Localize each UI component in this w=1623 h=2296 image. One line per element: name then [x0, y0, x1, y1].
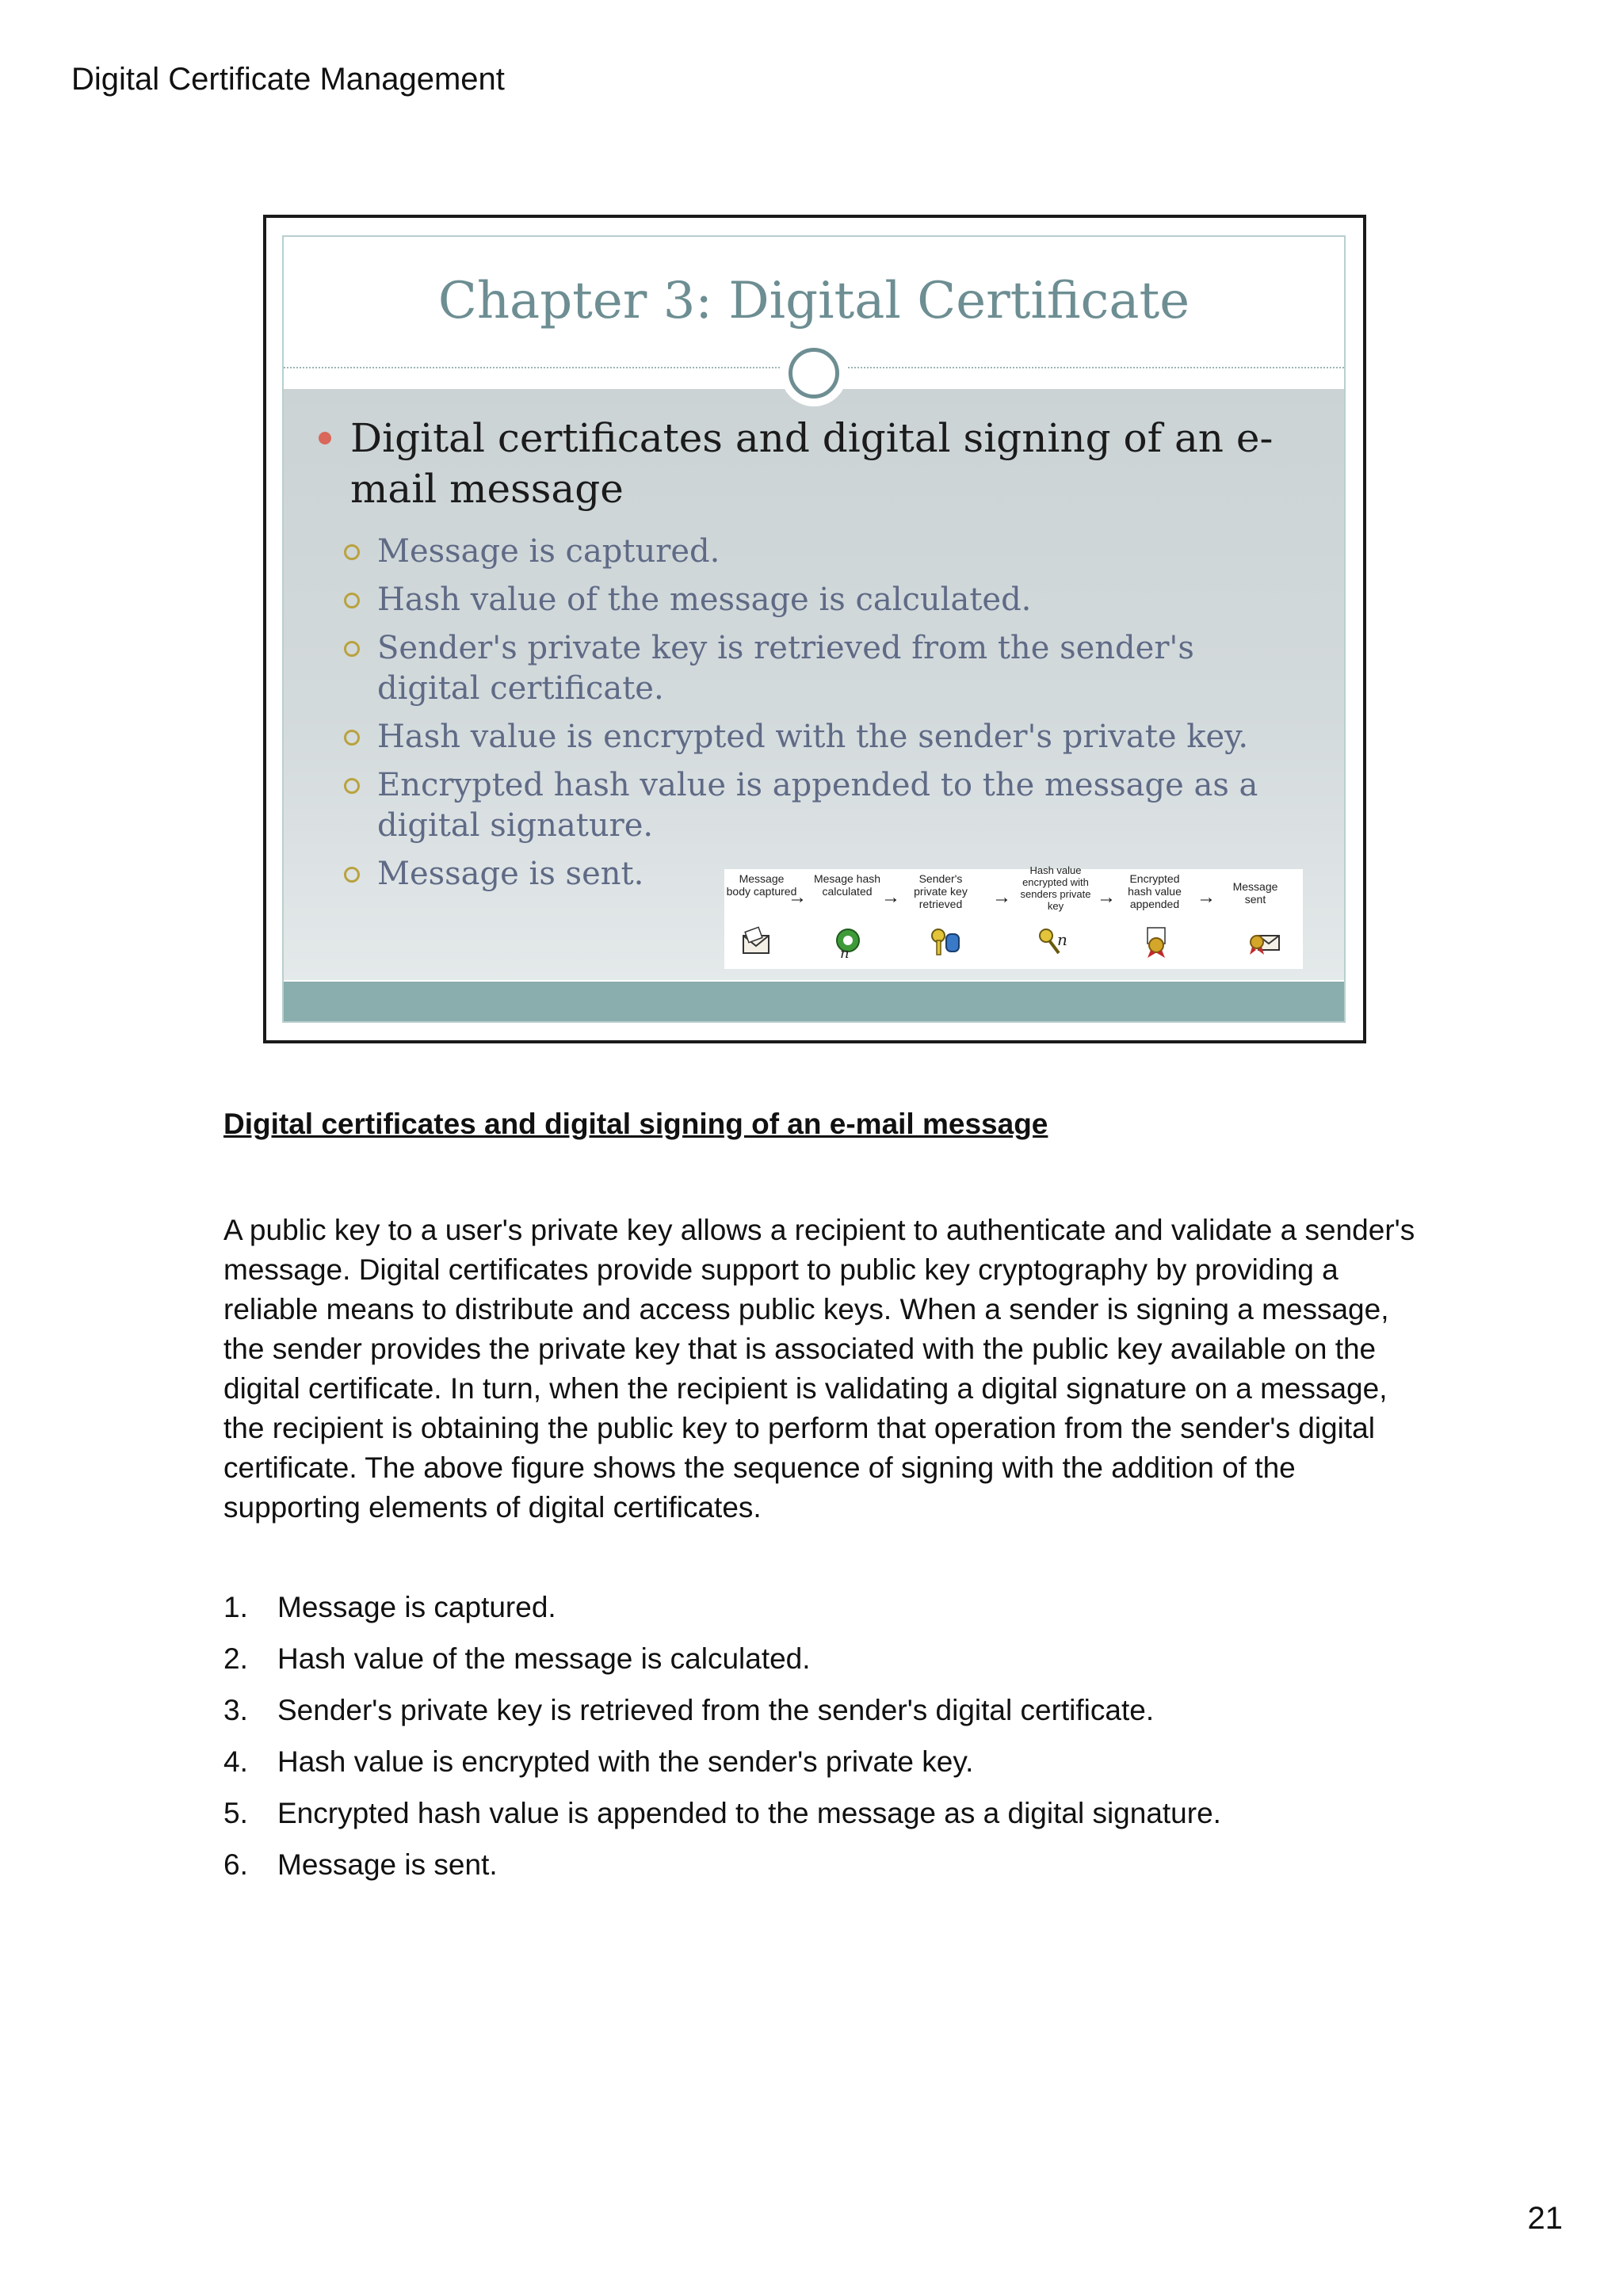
- certificate-seal-icon: [1140, 925, 1174, 959]
- slide-main-bullet-text: Digital certificates and digital signing of an e-mail message: [350, 415, 1274, 512]
- list-item-text: Sender's private key is retrieved from the sender's digital certificate.: [277, 1694, 1155, 1726]
- bullet-dot-icon: [319, 432, 331, 444]
- list-item-text: Message is sent.: [277, 1848, 498, 1881]
- list-number: 1.: [223, 1591, 248, 1623]
- circle-ornament-icon: [781, 340, 847, 406]
- body-paragraph: A public key to a user's private key allows a recipient to authenticate and validate a sender's message. Digital certificates provide support to public key cryptography by providing a reliable means to distribute and access public keys. When a sender is signing a message, the sender provides the private key that is associated with the public key available on the digital certificate. In turn, when the recipient is validating a digital signature on a message, the recipient is obtaining the public key to perform that operation from the sender's digital certificate. The above figure shows the sequence of signing with the addition of the supporting elements of digital certificates.: [223, 1214, 1415, 1524]
- ring-bullet-icon: [344, 867, 360, 883]
- list-number: 6.: [223, 1848, 248, 1881]
- sealed-envelope-icon: [1247, 925, 1282, 959]
- list-item-text: Encrypted hash value is appended to the message as a digital signature.: [277, 1797, 1221, 1829]
- slide-sub-bullet: Encrypted hash value is appended to the message as a digital signature.: [344, 765, 1295, 846]
- flow-step-label: Message body captured: [726, 872, 797, 898]
- arrow-right-icon: →: [788, 887, 807, 908]
- gear-hash-icon: [831, 925, 865, 959]
- slide-sub-bullet: Message is captured.: [344, 532, 1295, 572]
- ring-bullet-icon: [344, 778, 360, 794]
- flow-step-label: Encrypted hash value appended: [1128, 872, 1182, 910]
- section-heading: Digital certificates and digital signing of an e-mail message: [223, 1108, 1048, 1140]
- svg-text:n: n: [1057, 930, 1067, 949]
- list-item-text: Message is captured.: [277, 1591, 556, 1623]
- slide-sub-bullet: Message is sent.: [344, 854, 1295, 894]
- slide-main-bullet: [309, 413, 1292, 514]
- list-item-text: Hash value is encrypted with the sender's private key.: [277, 1745, 974, 1778]
- list-item: [223, 1691, 1420, 1742]
- flow-step-label: Message sent: [1232, 880, 1278, 906]
- ring-bullet-icon: [344, 730, 360, 746]
- list-number: 4.: [223, 1745, 248, 1778]
- arrow-right-icon: →: [1097, 887, 1116, 908]
- signing-flow-diagram: [724, 864, 1303, 969]
- svg-text:n: n: [840, 945, 850, 959]
- list-item: [223, 1794, 1420, 1845]
- slide-footer-bar: [284, 982, 1344, 1021]
- list-item-text: Hash value of the message is calculated.: [277, 1642, 811, 1675]
- list-item: [223, 1588, 1420, 1639]
- slide-image: [263, 215, 1366, 1043]
- list-item: [223, 1845, 1420, 1897]
- arrow-right-icon: →: [992, 887, 1011, 908]
- page-number: 21: [1527, 2201, 1563, 2236]
- list-number: 2.: [223, 1642, 248, 1675]
- flow-step-label: Mesage hash calculated: [813, 872, 881, 898]
- slide-canvas: [282, 235, 1346, 1023]
- ring-bullet-icon: [344, 641, 360, 657]
- flow-step-label: Sender's private key retrieved: [914, 872, 968, 910]
- list-item: [223, 1742, 1420, 1794]
- ring-bullet-icon: [344, 544, 360, 560]
- steps-list: [223, 1588, 1420, 1897]
- list-number: 5.: [223, 1797, 248, 1829]
- slide-sub-bullets: [344, 532, 1295, 902]
- slide-sub-bullet: Hash value of the message is calculated.: [344, 580, 1295, 620]
- envelope-icon: [739, 925, 773, 959]
- slide-sub-bullet: Sender's private key is retrieved from the sender's digital certificate.: [344, 628, 1295, 709]
- slide-title: Chapter 3: Digital Certificate: [437, 272, 1190, 330]
- list-number: 3.: [223, 1694, 248, 1726]
- document-header: Digital Certificate Management: [71, 62, 505, 97]
- key-database-icon: [927, 925, 962, 959]
- list-item: [223, 1639, 1420, 1691]
- arrow-right-icon: →: [1197, 887, 1216, 908]
- arrow-right-icon: →: [881, 887, 900, 908]
- key-hash-icon: [1037, 925, 1071, 959]
- ring-bullet-icon: [344, 593, 360, 608]
- flow-step-label: Hash value encrypted with senders private key: [1020, 864, 1091, 912]
- slide-sub-bullet: Hash value is encrypted with the sender's private key.: [344, 717, 1295, 757]
